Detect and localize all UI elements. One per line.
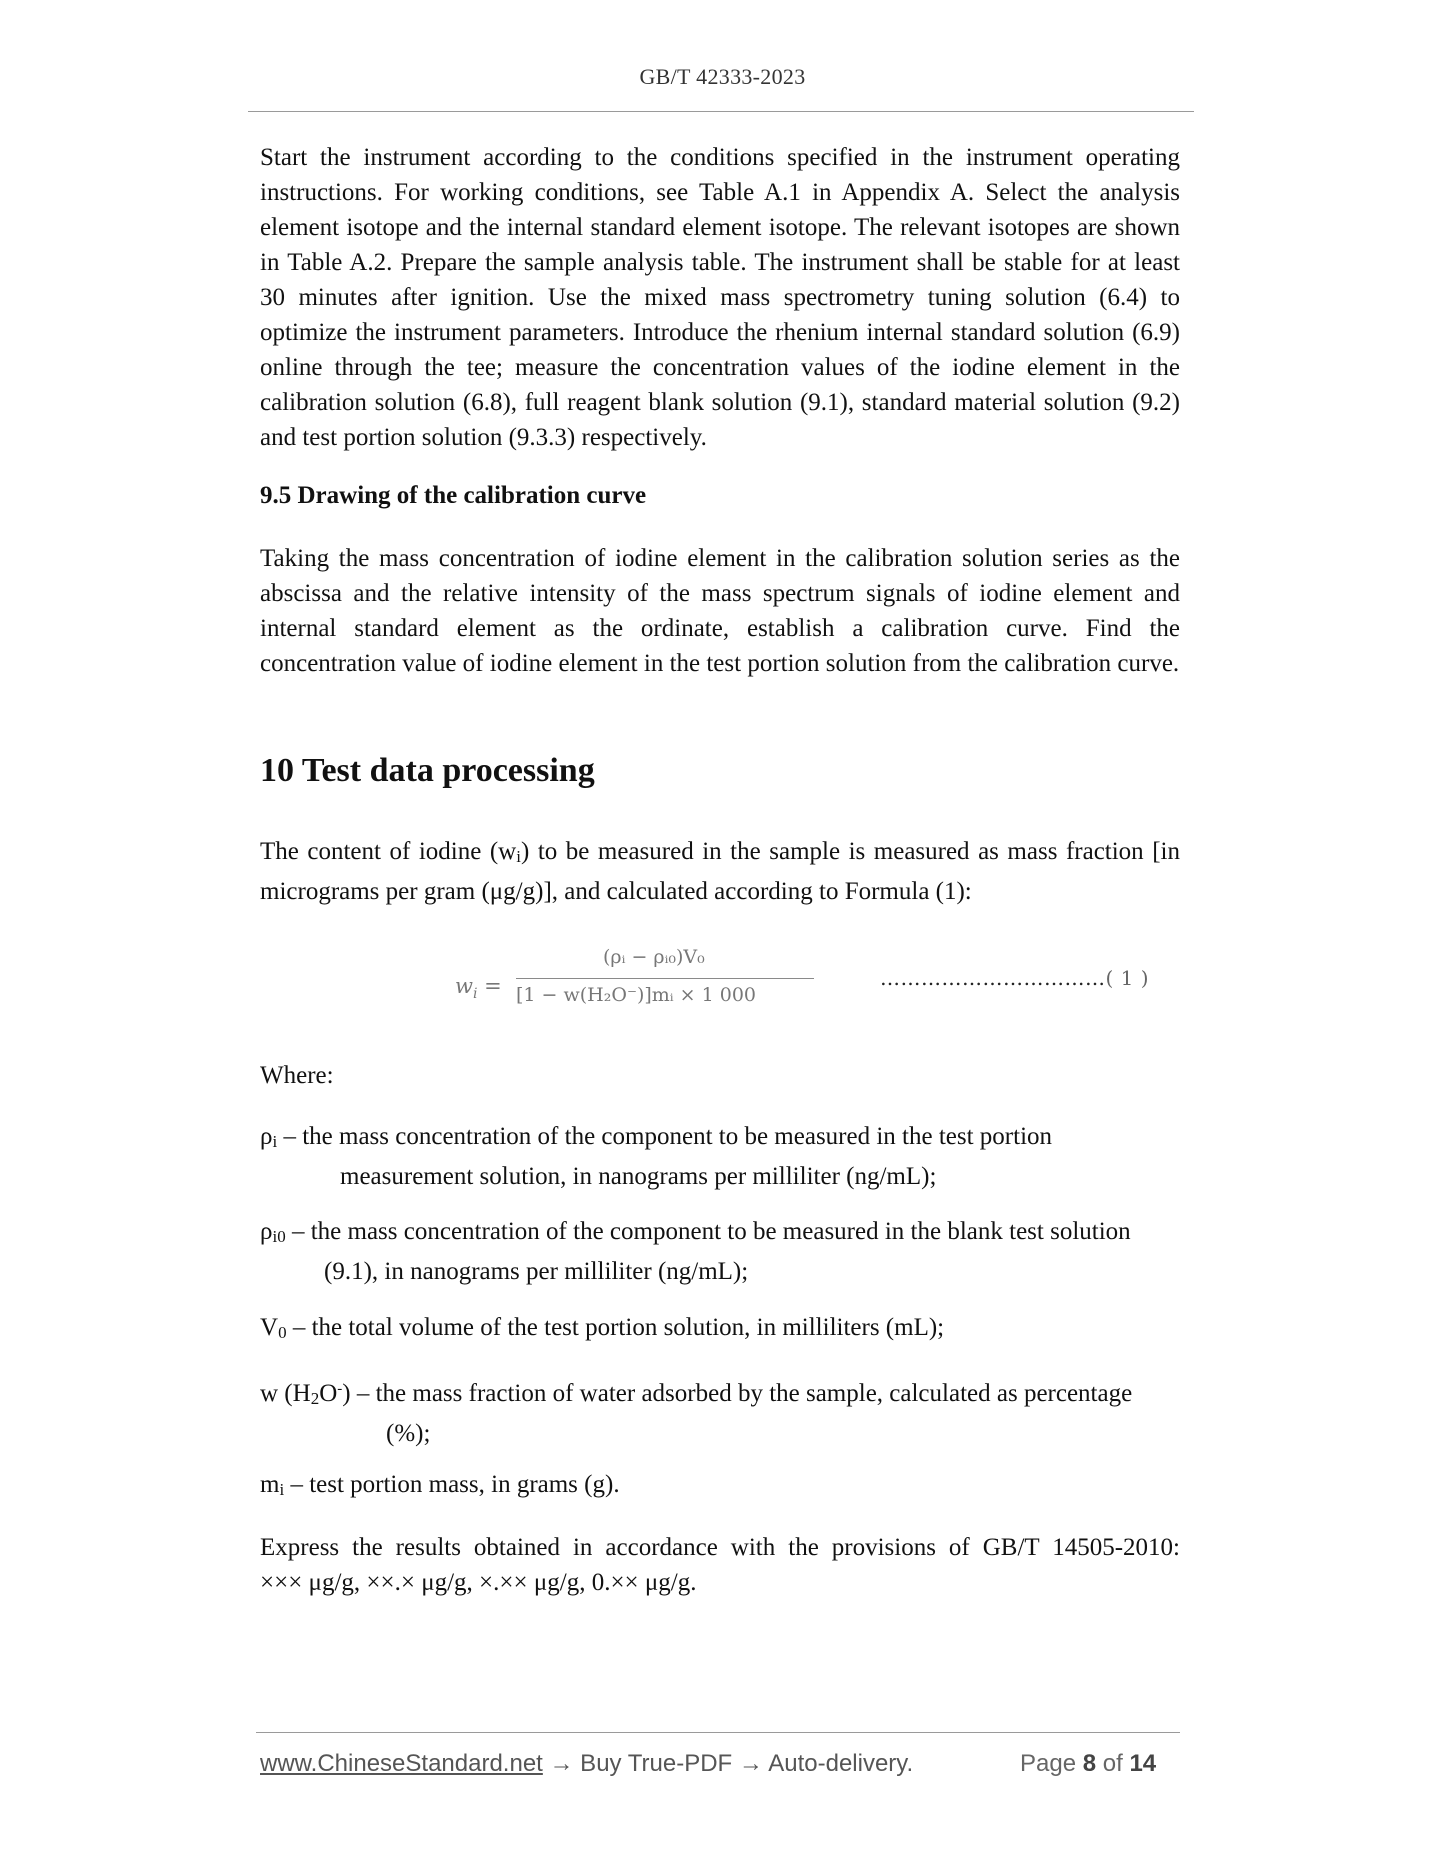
formula-number: ……………………………( 1 ) bbox=[880, 966, 1150, 990]
definition-w-h2o: w $(H_2O^-)$ – the mass fraction of water adsorbed by the sample, calculated as percentage (%); bbox=[260, 1380, 1133, 1447]
definition-v0: $V_0$ – the total volume of the test portion solution, in milliliters (mL); bbox=[260, 1314, 945, 1342]
definition-rho-i: $\rho_i$ – the mass concentration of the component to be measured in the test portion measurement solution, in nanograms per milliliter (ng/mL); bbox=[260, 1123, 1053, 1190]
section-heading-9-5: 9.5 Drawing of the calibration curve bbox=[260, 482, 647, 509]
document-header-id: GB/T 42333-2023 bbox=[639, 64, 806, 89]
footer-promo-text: → Buy True-PDF → Auto-delivery. bbox=[542, 1750, 914, 1777]
definition-m-i: $m_i$ – test portion mass, in grams (g). bbox=[260, 1471, 620, 1499]
section-heading-10: 10 Test data processing bbox=[260, 752, 595, 789]
footer-website-link[interactable]: www.ChineseStandard.net bbox=[260, 1750, 543, 1777]
footer-divider bbox=[256, 1732, 1180, 1733]
page-indicator: Page 8 of 14 bbox=[1020, 1750, 1157, 1777]
where-label: Where: bbox=[260, 1062, 334, 1089]
formula-lhs: $w_i$ = bbox=[455, 974, 502, 1003]
footer-promo bbox=[260, 1750, 913, 1778]
intro-text-part1: The content of iodine (w bbox=[260, 838, 517, 865]
header-divider bbox=[248, 111, 1194, 112]
formula-denominator: [1 − w(H₂O⁻)]mᵢ × 1 000 bbox=[516, 984, 757, 1006]
paragraph-calibration-curve: Taking the mass concentration of iodine element in the calibration solution series as the abscissa and the relative intensity of the mass spectrum signals of iodine element and internal standard element as the ordinate, establish a calibration curve. Find the concentration value of iodine element in the test portion solution from the calibration curve. bbox=[260, 545, 1180, 677]
definition-rho-i0: $\rho_{i0}$ – the mass concentration of the component to be measured in the blank test solution (9.1), in nanograms per milliliter (ng/mL); bbox=[260, 1218, 1131, 1285]
intro-subscript: i bbox=[516, 847, 521, 866]
paragraph-formula-intro bbox=[260, 834, 1180, 909]
formula-numerator: (ρᵢ − ρᵢ₀)V₀ bbox=[603, 946, 705, 968]
intro-text-part2: ) to be measured in the sample is measured as mass fraction [in micrograms per gram (μg/g)], and calculated according to Formula (1): bbox=[260, 838, 1180, 905]
paragraph-express-results: Express the results obtained in accordance with the provisions of GB/T 14505-2010: ××× μg/g, ××.× μg/g, ×.×× μg/g, 0.×× μg/g. bbox=[260, 1534, 1180, 1596]
formula-1 bbox=[440, 946, 1200, 1026]
formula-fraction-bar bbox=[516, 978, 814, 979]
paragraph-instrument-setup: Start the instrument according to the conditions specified in the instrument operating instructions. For working conditions, see Table A.1 in Appendix A. Select the analysis element isotope and the internal standard element isotope. The relevant isotopes are shown in Table A.2. Prepare the sample analysis table. The instrument shall be stable for at least 30 minutes after ignition. Use the mixed mass spectrometry tuning solution (6.4) to optimize the instrument parameters. Introduce the rhenium internal standard solution (6.9) online through the tee; measure the concentration values of the iodine element in the calibration solution (6.8), full reagent blank solution (9.1), standard material solution (9.2) and test portion solution (9.3.3) respectively. bbox=[260, 144, 1180, 451]
